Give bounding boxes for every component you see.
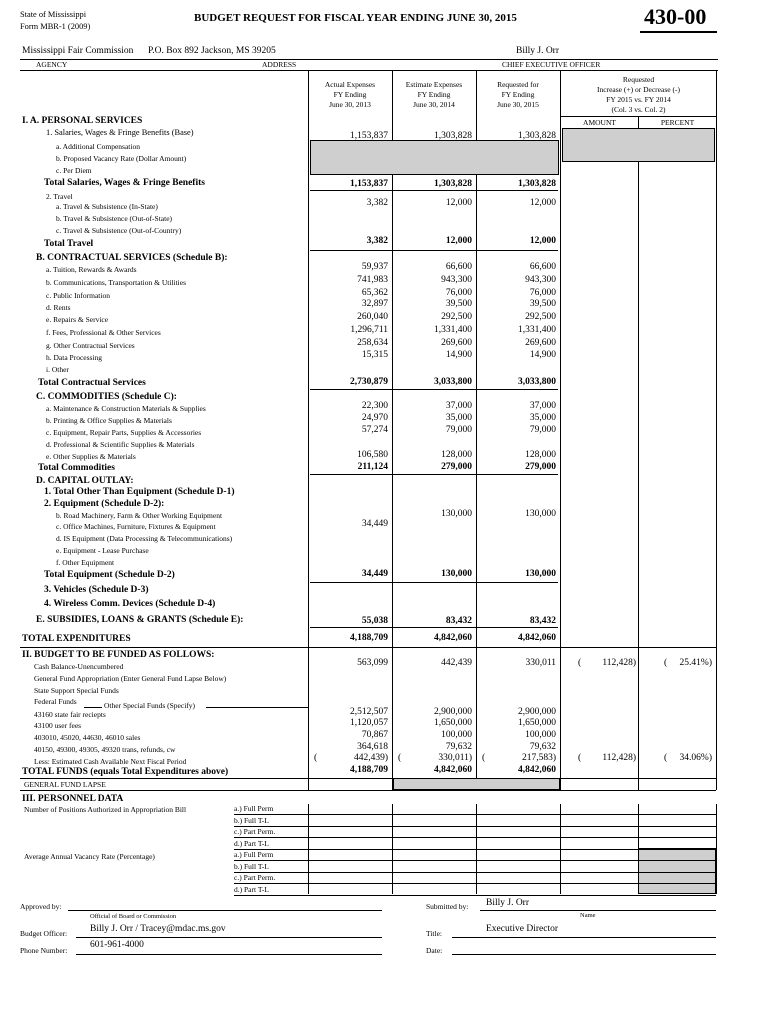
printing-label: b. Printing & Office Supplies & Materials (46, 416, 172, 425)
capital-outlay-heading: D. CAPITAL OUTLAY: (36, 476, 134, 486)
value-bh-actual: 15,315 (361, 350, 388, 360)
data-processing-label: h. Data Processing (46, 353, 103, 362)
rule-salaries (310, 190, 558, 191)
col-estimate-heading: Estimate Expenses FY Ending June 30, 2014 (405, 80, 463, 109)
value-bf-estimate: 1,331,400 (434, 325, 472, 335)
personnel-rule-p2-0 (234, 860, 716, 861)
address-label: ADDRESS (262, 60, 297, 69)
value-ba-actual: 59,937 (361, 262, 388, 272)
rule-contractual (310, 389, 558, 390)
fund-r1_v-2: 2,900,000 (518, 707, 556, 717)
rule-commodities (310, 474, 558, 475)
value-total_equip-estimate: 130,000 (441, 569, 472, 579)
personnel-p1-0: a.) Full Perm (234, 804, 274, 813)
travel-outcountry-label: c. Travel & Subsistence (Out-of-Country) (56, 226, 182, 235)
title-value[interactable]: Executive Director (486, 924, 559, 934)
total-equipment-label: Total Equipment (Schedule D-2) (44, 570, 175, 580)
maintenance-label: a. Maintenance & Construction Materials & Supplies (46, 404, 206, 413)
budget-officer-label: Budget Officer: (20, 929, 68, 938)
shaded-box-comp (310, 140, 559, 175)
value-l2a-estimate: 12,000 (445, 198, 472, 208)
value-total_contract-requested: 3,033,800 (518, 377, 556, 387)
fund-less_v-1: 330,011) (438, 753, 472, 763)
value-total_comm-requested: 279,000 (525, 462, 556, 472)
fund-r4_v-1: 79,632 (445, 742, 472, 752)
value-bg-actual: 258,634 (357, 338, 388, 348)
value-d2c-actual: 34,449 (361, 519, 388, 529)
fund-r2_v-0: 1,120,057 (350, 718, 388, 728)
professional-supplies-label: d. Professional & Scientific Supplies & Materials (46, 440, 195, 449)
paren-cash_chg-percent: ( (664, 658, 668, 668)
fund-r2_v-2: 1,650,000 (518, 718, 556, 728)
salaries-label: 1. Salaries, Wages & Fringe Benefits (Base) (46, 128, 194, 137)
value-bf-requested: 1,331,400 (518, 325, 556, 335)
percent-heading: PERCENT (660, 118, 695, 127)
fund-r3_v-2: 100,000 (525, 730, 556, 740)
rule-equipment (310, 582, 558, 583)
value-bf-actual: 1,296,711 (350, 325, 388, 335)
date-label: Date: (426, 946, 443, 955)
tuition-label: a. Tuition, Rewards & Awards (46, 265, 137, 274)
state-support-label: State Support Special Funds (34, 686, 119, 695)
paren-less-1: ( (398, 753, 402, 763)
personnel-rule-p1-2 (234, 837, 716, 838)
fund-less_v-2: 217,583) (521, 753, 556, 763)
value-total_contract-estimate: 3,033,800 (434, 377, 472, 387)
value-total_comm-actual: 211,124 (357, 462, 388, 472)
funds-rule (20, 778, 716, 779)
value-total_exp-requested: 4,842,060 (518, 633, 556, 643)
col-actual-heading: Actual Expenses FY Ending June 30, 2013 (324, 80, 376, 109)
value-e-actual: 55,038 (361, 616, 388, 626)
approved-line (68, 910, 382, 911)
submitted-label: Submitted by: (426, 902, 469, 911)
value-bb-actual: 741,983 (357, 275, 388, 285)
budget-officer-value[interactable]: Billy J. Orr / Tracey@mdac.ms.gov (90, 924, 226, 934)
phone-line (76, 954, 382, 955)
fund-row-1-label: 43160 state fair reciepts (34, 710, 106, 719)
per-diem-label: c. Per Diem (56, 166, 92, 175)
value-bg-estimate: 269,600 (441, 338, 472, 348)
value-total_exp-actual: 4,188,709 (350, 633, 388, 643)
personnel-rule-p2-3 (234, 895, 716, 896)
ceo-name: Billy J. Orr (516, 46, 560, 56)
value-total_sal-actual: 1,153,837 (350, 179, 388, 189)
value-ba-estimate: 66,600 (445, 262, 472, 272)
fund-less_v-0: 442,439) (353, 753, 388, 763)
personnel-p1-1: b.) Full T-L (234, 815, 269, 825)
expenditures-rule (20, 647, 716, 648)
value-cc-actual: 57,274 (361, 425, 388, 435)
paren-cash_chg-amount: ( (578, 658, 582, 668)
title-line (452, 937, 716, 938)
submitted-line (480, 910, 716, 911)
change-heading-rule (560, 116, 716, 117)
rents-label: d. Rents (46, 303, 71, 312)
total-commodities-label: Total Commodities (38, 463, 115, 473)
personnel-divider-1 (392, 804, 393, 894)
fund-r2_v-1: 1,650,000 (434, 718, 472, 728)
name-caption: Name (580, 912, 596, 919)
personnel-rule-p1-0 (234, 814, 716, 815)
fees-label: f. Fees, Professional & Other Services (46, 328, 161, 337)
other-special-rule (206, 707, 308, 708)
total-salaries-label: Total Salaries, Wages & Fringe Benefits (44, 178, 205, 188)
submitted-value[interactable]: Billy J. Orr (486, 898, 530, 908)
col-requested-heading: Requested for FY Ending June 30, 2015 (497, 80, 539, 109)
personnel-divider-5 (716, 804, 717, 894)
approved-label: Approved by: (20, 902, 62, 911)
agency-name: Mississippi Fair Commission (22, 46, 134, 56)
general-fund-label: General Fund Appropriation (Enter General Fund Lapse Below) (34, 674, 227, 683)
value-d2b-requested: 130,000 (525, 509, 556, 519)
total-contractual-label: Total Contractual Services (38, 378, 146, 388)
less_chg-percent: 34.06%) (679, 753, 712, 763)
personal-services-heading: I. A. PERSONAL SERVICES (22, 116, 143, 126)
wireless-label: 4. Wireless Comm. Devices (Schedule D-4) (44, 599, 216, 609)
col-divider-4 (560, 70, 561, 790)
personnel-rule-p2-2 (234, 883, 716, 884)
date-line (452, 954, 716, 955)
personnel-divider-2 (476, 804, 477, 894)
official-caption: Official of Board or Commission (90, 913, 177, 920)
value-be-estimate: 292,500 (441, 312, 472, 322)
value-d2b-estimate: 130,000 (441, 509, 472, 519)
value-total_sal-requested: 1,303,828 (518, 179, 556, 189)
fund-r4_v-2: 79,632 (529, 742, 556, 752)
value-be-requested: 292,500 (525, 312, 556, 322)
form-number: Form MBR-1 (2009) (20, 22, 91, 31)
commodities-heading: C. COMMODITIES (Schedule C): (36, 392, 177, 402)
value-bd-actual: 32,897 (361, 299, 388, 309)
personnel-rule-p1-3 (234, 849, 716, 850)
fund-r1_v-1: 2,900,000 (434, 707, 472, 717)
value-total_exp-estimate: 4,842,060 (434, 633, 472, 643)
other-equipment-label: f. Other Equipment (56, 558, 115, 567)
travel-outstate-label: b. Travel & Subsistence (Out-of-State) (56, 214, 173, 223)
value-cb-estimate: 35,000 (445, 413, 472, 423)
positions-label: Number of Positions Authorized in Appropriation Bill (24, 805, 187, 814)
vacancy-rate-label: b. Proposed Vacancy Rate (Dollar Amount) (56, 154, 187, 163)
col-divider-6 (716, 70, 717, 790)
code-underline (640, 31, 717, 33)
value-total_sal-estimate: 1,303,828 (434, 179, 472, 189)
less-cash-label: Less: Estimated Cash Available Next Fiscal Period (34, 757, 187, 766)
shaded-box-change (562, 128, 715, 162)
fund-total_v-0: 4,188,709 (350, 765, 388, 775)
paren-less-2: ( (482, 753, 486, 763)
other-special-label: Other Special Funds (Specify) (104, 701, 196, 710)
agency-rule (20, 59, 718, 60)
additional-comp-label: a. Additional Compensation (56, 142, 140, 151)
value-ce-estimate: 128,000 (441, 450, 472, 460)
value-e-requested: 83,432 (529, 616, 556, 626)
personnel-heading: III. PERSONNEL DATA (22, 794, 124, 804)
fund-cash_v-1: 442,439 (441, 658, 472, 668)
shaded-box-lapse (393, 778, 560, 790)
value-bc-actual: 65,362 (361, 288, 388, 298)
total-expenditures-label: TOTAL EXPENDITURES (22, 634, 131, 644)
lapse-rule (20, 790, 716, 791)
value-l1-actual: 1,153,837 (350, 131, 388, 141)
value-bg-requested: 269,600 (525, 338, 556, 348)
personnel-p2-2: c.) Part Perm. (234, 873, 276, 882)
cash_chg-amount: 112,428) (602, 658, 636, 668)
fund-r3_v-0: 70,867 (361, 730, 388, 740)
total-travel-label: Total Travel (44, 239, 94, 249)
lease-purchase-label: e. Equipment - Lease Purchase (56, 546, 149, 555)
budget-officer-line (76, 937, 382, 938)
personnel-p1-3: d.) Part T-L (234, 838, 269, 848)
value-total_contract-actual: 2,730,879 (350, 377, 388, 387)
value-bh-estimate: 14,900 (445, 350, 472, 360)
vacancy-label: Average Annual Vacancy Rate (Percentage) (24, 852, 155, 861)
value-cb-actual: 24,970 (361, 413, 388, 423)
travel-instate-label: a. Travel & Subsistence (In-State) (56, 202, 158, 211)
personnel-p2-3: d.) Part T-L (234, 884, 269, 894)
paren-less_chg-percent: ( (664, 753, 668, 763)
value-ce-actual: 106,580 (357, 450, 388, 460)
personnel-divider-3 (560, 804, 561, 894)
repairs-label: e. Repairs & Service (46, 315, 109, 324)
communications-label: b. Communications, Transportation & Utilities (46, 278, 187, 287)
lapse-label: GENERAL FUND LAPSE (24, 780, 106, 789)
phone-label: Phone Number: (20, 946, 68, 955)
equipment-parts-label: c. Equipment, Repair Parts, Supplies & Accessories (46, 428, 202, 437)
equipment-heading: 2. Equipment (Schedule D-2): (44, 499, 165, 509)
agency-label: AGENCY (36, 60, 68, 69)
value-total_equip-requested: 130,000 (525, 569, 556, 579)
value-bd-requested: 39,500 (529, 299, 556, 309)
cash_chg-percent: 25.41%) (679, 658, 712, 668)
value-ba-requested: 66,600 (529, 262, 556, 272)
value-total_travel-requested: 12,000 (529, 236, 556, 246)
value-total_travel-actual: 3,382 (366, 236, 388, 246)
state-label: State of Mississippi (20, 10, 87, 19)
value-e-estimate: 83,432 (445, 616, 472, 626)
header-rule (20, 70, 718, 71)
travel-label: 2. Travel (46, 192, 73, 201)
fund-r4_v-0: 364,618 (357, 742, 388, 752)
federal-funds-label: Federal Funds (34, 697, 77, 706)
fund-r3_v-1: 100,000 (441, 730, 472, 740)
value-cb-requested: 35,000 (529, 413, 556, 423)
rule-subsidies (310, 627, 558, 628)
office-machines-label: c. Office Machines, Furniture, Fixtures & Equipment (56, 522, 216, 531)
public-info-label: c. Public Information (46, 291, 110, 300)
fund-cash_v-2: 330,011 (525, 658, 556, 668)
value-ce-requested: 128,000 (525, 450, 556, 460)
value-l1-requested: 1,303,828 (518, 131, 556, 141)
other-label: i. Other (46, 365, 69, 374)
other-than-equipment-label: 1. Total Other Than Equipment (Schedule D-1) (44, 487, 235, 497)
contractual-heading: B. CONTRACTUAL SERVICES (Schedule B): (36, 253, 228, 263)
rule-travel (310, 250, 558, 251)
fund-r1_v-0: 2,512,507 (350, 707, 388, 717)
value-ca-requested: 37,000 (529, 401, 556, 411)
value-cc-estimate: 79,000 (445, 425, 472, 435)
fund-cash_v-0: 563,099 (357, 658, 388, 668)
value-total_travel-estimate: 12,000 (445, 236, 472, 246)
value-bc-requested: 76,000 (529, 288, 556, 298)
personnel-rule-p2-1 (234, 872, 716, 873)
col-change-heading: Requested Increase (+) or Decrease (-) FY 2015 vs. FY 2014 (Col. 3 vs. Col. 2) (597, 75, 680, 114)
less_chg-amount: 112,428) (602, 753, 636, 763)
amount-heading: AMOUNT (583, 118, 616, 127)
value-bb-estimate: 943,300 (441, 275, 472, 285)
value-ca-actual: 22,300 (361, 401, 388, 411)
federal-rule (84, 707, 102, 708)
form-code: 430-00 (644, 4, 707, 29)
fund-total_v-1: 4,842,060 (434, 765, 472, 775)
title-label: Title: (426, 929, 442, 938)
value-l2a-requested: 12,000 (529, 198, 556, 208)
value-l1-estimate: 1,303,828 (434, 131, 472, 141)
total-funds-label: TOTAL FUNDS (equals Total Expenditures above) (22, 767, 229, 777)
personnel-p1-2: c.) Part Perm. (234, 827, 276, 836)
other-contractual-label: g. Other Contractual Services (46, 341, 135, 350)
value-total_comm-estimate: 279,000 (441, 462, 472, 472)
value-be-actual: 260,040 (357, 312, 388, 322)
value-bb-requested: 943,300 (525, 275, 556, 285)
is-equipment-label: d. IS Equipment (Data Processing & Telecommunications) (56, 534, 233, 543)
personnel-p2-1: b.) Full T-L (234, 861, 269, 871)
col-divider-5 (638, 116, 639, 790)
other-supplies-label: e. Other Supplies & Materials (46, 452, 136, 461)
personnel-p2-0: a.) Full Perm (234, 850, 274, 859)
phone-value[interactable]: 601-961-4000 (90, 940, 144, 950)
vehicles-label: 3. Vehicles (Schedule D-3) (44, 585, 149, 595)
fund-total_v-2: 4,842,060 (518, 765, 556, 775)
ceo-label: CHIEF EXECUTIVE OFFICER (502, 60, 601, 69)
paren-less-0: ( (314, 753, 318, 763)
value-bd-estimate: 39,500 (445, 299, 472, 309)
value-bc-estimate: 76,000 (445, 288, 472, 298)
paren-less_chg-amount: ( (578, 753, 582, 763)
fund-row-4-label: 40150, 49300, 49305, 49320 trans, refunds, cw (34, 745, 176, 754)
personnel-divider-0 (308, 804, 309, 894)
page-title: BUDGET REQUEST FOR FISCAL YEAR ENDING JUNE 30, 2015 (194, 12, 517, 24)
value-ca-estimate: 37,000 (445, 401, 472, 411)
fund-row-3-label: 403010, 45020, 44630, 46010 sales (34, 733, 141, 742)
value-bh-requested: 14,900 (529, 350, 556, 360)
road-machinery-label: b. Road Machinery, Farm & Other Working Equipment (56, 511, 223, 520)
agency-address: P.O. Box 892 Jackson, MS 39205 (148, 46, 276, 56)
personnel-divider-4 (638, 804, 639, 894)
value-l2a-actual: 3,382 (366, 198, 388, 208)
fund-row-2-label: 43100 user fees (34, 721, 82, 730)
cash-balance-label: Cash Balance-Unencumbered (34, 662, 124, 671)
value-total_equip-actual: 34,449 (361, 569, 388, 579)
subsidies-label: E. SUBSIDIES, LOANS & GRANTS (Schedule E): (36, 615, 244, 625)
value-cc-requested: 79,000 (529, 425, 556, 435)
funding-heading: II. BUDGET TO BE FUNDED AS FOLLOWS: (22, 650, 215, 660)
personnel-rule-p1-1 (234, 826, 716, 827)
